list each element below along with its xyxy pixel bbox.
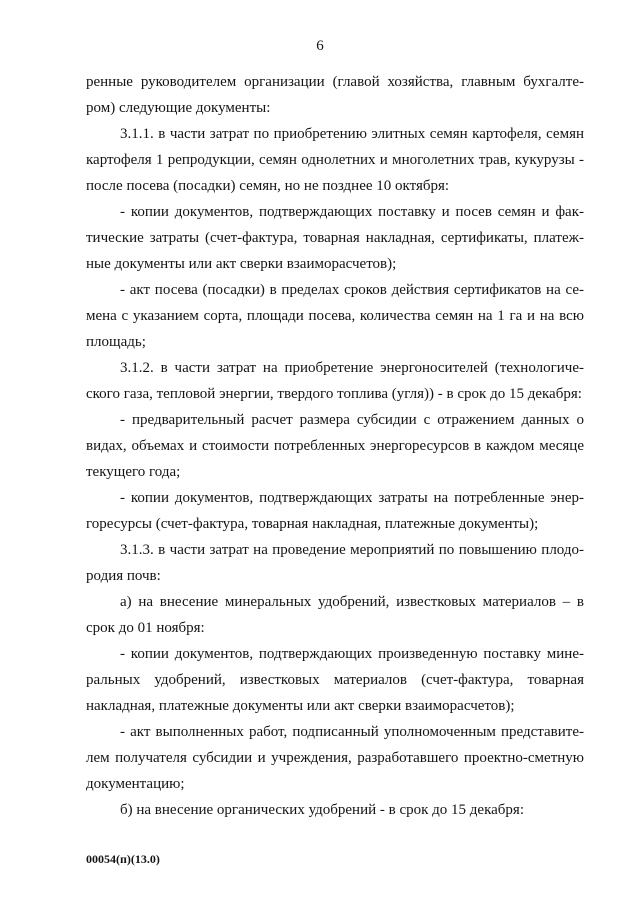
text-line: ренные руководителем организации (главой хозяйства, главным бухгалте- bbox=[86, 74, 584, 90]
text-line: б) на внесение органических удобрений - в срок до 15 декабря: bbox=[120, 802, 524, 818]
text-line: ского газа, тепловой энергии, твердого топлива (угля)) - в срок до 15 декабря: bbox=[86, 386, 582, 402]
text-line: лем получателя субсидии и учреждения, разработавшего проектно-сметную bbox=[86, 750, 584, 766]
document-code: 00054(п)(13.0) bbox=[86, 852, 160, 866]
text-line: - копии документов, подтверждающих затраты на потребленные энер- bbox=[120, 490, 584, 506]
text-line: текущего года; bbox=[86, 464, 181, 480]
text-line: ральных удобрений, известковых материалов (счет-фактура, товарная bbox=[86, 672, 584, 688]
text-line: - акт посева (посадки) в пределах сроков действия сертификатов на се- bbox=[120, 282, 584, 298]
text-line: мена с указанием сорта, площади посева, количества семян на 1 га и на всю bbox=[86, 308, 584, 324]
text-line: родия почв: bbox=[86, 568, 161, 584]
text-line: 3.1.1. в части затрат по приобретению элитных семян картофеля, семян bbox=[120, 126, 584, 142]
text-line: видах, объемах и стоимости потребленных энергоресурсов в каждом месяце bbox=[86, 438, 584, 454]
text-line: срок до 01 ноября: bbox=[86, 620, 205, 636]
text-line: 3.1.2. в части затрат на приобретение энергоносителей (технологиче- bbox=[120, 360, 584, 376]
text-line: ром) следующие документы: bbox=[86, 100, 271, 116]
text-line: - копии документов, подтверждающих поставку и посев семян и фак- bbox=[120, 204, 584, 220]
text-line: документацию; bbox=[86, 776, 185, 792]
text-line: а) на внесение минеральных удобрений, известковых материалов – в bbox=[120, 594, 584, 610]
text-line: картофеля 1 репродукции, семян однолетних и многолетних трав, кукурузы - bbox=[86, 152, 584, 168]
text-line: - предварительный расчет размера субсидии с отражением данных о bbox=[120, 412, 584, 428]
text-line: 3.1.3. в части затрат на проведение мероприятий по повышению плодо- bbox=[120, 542, 584, 558]
text-line: после посева (посадки) семян, но не позднее 10 октября: bbox=[86, 178, 450, 194]
text-line: - акт выполненных работ, подписанный уполномоченным представите- bbox=[120, 724, 584, 740]
text-line: ные документы или акт сверки взаиморасчетов); bbox=[86, 256, 397, 272]
text-line: тические затраты (счет-фактура, товарная накладная, сертификаты, платеж- bbox=[86, 230, 584, 246]
page-number: 6 bbox=[316, 38, 324, 54]
text-line: накладная, платежные документы или акт сверки взаиморасчетов); bbox=[86, 698, 515, 714]
text-line: горесурсы (счет-фактура, товарная накладная, платежные документы); bbox=[86, 516, 539, 532]
text-line: площадь; bbox=[86, 334, 146, 350]
text-line: - копии документов, подтверждающих произведенную поставку мине- bbox=[120, 646, 584, 662]
